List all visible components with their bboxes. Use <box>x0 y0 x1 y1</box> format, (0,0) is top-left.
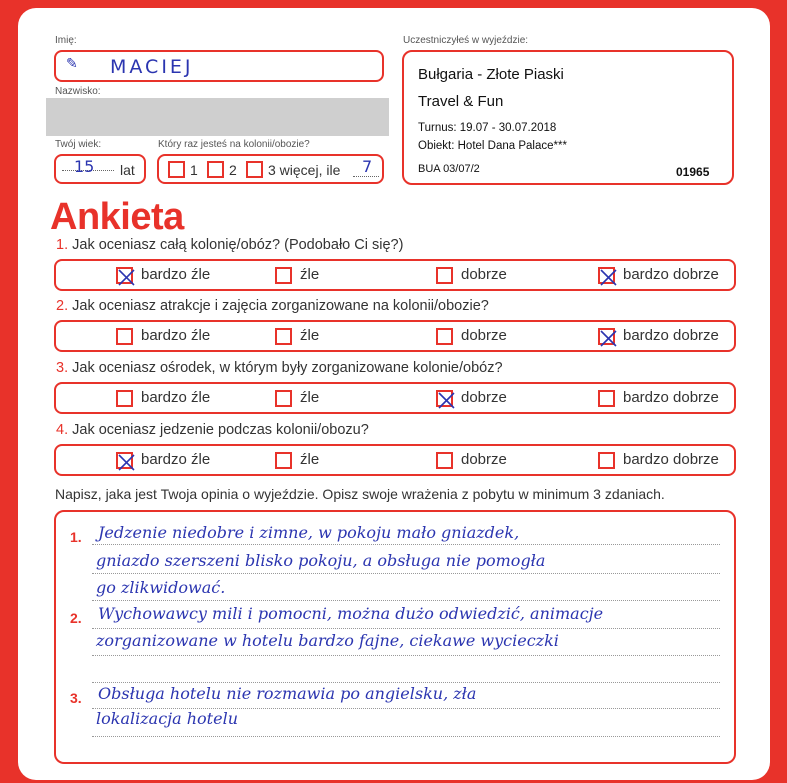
ruled-line <box>92 573 720 574</box>
question-4-options <box>54 444 736 476</box>
question-3-checkbox-1[interactable] <box>116 390 133 407</box>
question-2-options <box>54 320 736 352</box>
age-label: Twój wiek: <box>55 139 102 150</box>
trip-label: Uczestniczyłeś w wyjeździe: <box>403 35 529 46</box>
survey-title: Ankieta <box>50 196 184 238</box>
question-1-checkbox-1[interactable] <box>116 267 133 284</box>
handwritten-line: Jedzenie niedobre i zimne, w pokoju mało gniazdek, <box>98 523 520 542</box>
question-number: 2. <box>56 298 69 314</box>
name-value: MACIEJ <box>110 56 194 78</box>
name-label: Imię: <box>55 35 77 46</box>
handwritten-line: gniazdo szerszeni blisko pokoju, a obsługa nie pomogła <box>96 551 546 570</box>
times-option-1: 1 <box>190 162 198 178</box>
option-label: źle <box>300 389 320 406</box>
question-3-text <box>56 360 503 376</box>
question-3-checkbox-3[interactable] <box>436 390 453 407</box>
question-3-checkbox-4[interactable] <box>598 390 615 407</box>
name-field[interactable] <box>54 50 384 82</box>
age-field[interactable] <box>54 154 146 184</box>
question-4-checkbox-2[interactable] <box>275 452 292 469</box>
question-2-checkbox-1[interactable] <box>116 328 133 345</box>
handwritten-line: Wychowawcy mili i pomocni, można dużo odwiedzić, animacje <box>98 604 604 623</box>
question-1-text <box>56 237 403 253</box>
opinion-number: 2. <box>70 610 82 626</box>
handwritten-line: lokalizacja hotelu <box>96 709 238 728</box>
question-label: Jak oceniasz całą kolonię/obóz? (Podobało Ci się?) <box>72 237 404 253</box>
option-label: bardzo dobrze <box>623 266 719 283</box>
ruled-line <box>92 628 720 629</box>
times-label: Który raz jesteś na kolonii/obozie? <box>158 139 310 150</box>
option-label: dobrze <box>461 389 507 406</box>
trip-box <box>402 50 734 185</box>
trip-obiekt: Obiekt: Hotel Dana Palace*** <box>418 140 567 152</box>
question-2-checkbox-3[interactable] <box>436 328 453 345</box>
scribble-mark: ✎ <box>66 56 78 72</box>
question-1-checkbox-3[interactable] <box>436 267 453 284</box>
question-label: Jak oceniasz ośrodek, w którym były zorganizowane kolonie/obóz? <box>72 360 503 376</box>
question-label: Jak oceniasz atrakcje i zajęcia zorganizowane na kolonii/obozie? <box>72 298 489 314</box>
times-checkbox-3[interactable] <box>246 161 263 178</box>
check-mark-icon <box>116 452 137 473</box>
ruled-line <box>92 600 720 601</box>
option-label: źle <box>300 327 320 344</box>
check-mark-icon <box>436 390 457 411</box>
trip-destination: Bułgaria - Złote Piaski <box>418 66 564 83</box>
question-number: 1. <box>56 237 69 253</box>
trip-code: BUA 03/07/2 <box>418 163 480 175</box>
trip-turnus: Turnus: 19.07 - 30.07.2018 <box>418 122 557 134</box>
option-label: bardzo dobrze <box>623 389 719 406</box>
age-value: 15 <box>74 157 95 176</box>
question-2-text <box>56 298 489 314</box>
surname-redacted <box>46 98 389 136</box>
trip-number: 01965 <box>676 165 710 179</box>
question-1-checkbox-2[interactable] <box>275 267 292 284</box>
handwritten-line: Obsługa hotelu nie rozmawia po angielsku, zła <box>98 684 477 703</box>
ruled-line <box>92 655 720 656</box>
question-1-checkbox-4[interactable] <box>598 267 615 284</box>
check-mark-icon <box>598 328 619 349</box>
option-label: źle <box>300 266 320 283</box>
option-label: bardzo źle <box>141 327 211 344</box>
handwritten-line: zorganizowane w hotelu bardzo fajne, ciekawe wycieczki <box>96 631 559 650</box>
question-1-options <box>54 259 736 291</box>
option-label: bardzo źle <box>141 451 211 468</box>
question-number: 3. <box>56 360 69 376</box>
question-4-checkbox-4[interactable] <box>598 452 615 469</box>
surname-label: Nazwisko: <box>55 86 101 97</box>
times-field <box>157 154 384 184</box>
option-label: dobrze <box>461 266 507 283</box>
question-2-checkbox-4[interactable] <box>598 328 615 345</box>
question-3-options <box>54 382 736 414</box>
option-label: bardzo dobrze <box>623 451 719 468</box>
ruled-line <box>92 682 720 683</box>
option-label: bardzo źle <box>141 266 211 283</box>
option-label: źle <box>300 451 320 468</box>
opinion-prompt: Napisz, jaka jest Twoja opinia o wyjeździe. Opisz swoje wrażenia z pobytu w minimum 3 zdaniach. <box>55 486 665 502</box>
times-value: 7 <box>362 157 373 176</box>
times-option-2: 2 <box>229 162 237 178</box>
opinion-number: 1. <box>70 529 82 545</box>
ruled-line <box>92 736 720 737</box>
trip-organizer: Travel & Fun <box>418 93 504 110</box>
handwritten-line: go zlikwidować. <box>96 578 226 597</box>
question-4-checkbox-1[interactable] <box>116 452 133 469</box>
option-label: dobrze <box>461 327 507 344</box>
question-4-text <box>56 422 369 438</box>
opinion-number: 3. <box>70 690 82 706</box>
check-mark-icon <box>598 267 619 288</box>
age-unit: lat <box>120 162 135 178</box>
question-2-checkbox-2[interactable] <box>275 328 292 345</box>
option-label: bardzo dobrze <box>623 327 719 344</box>
times-checkbox-2[interactable] <box>207 161 224 178</box>
question-number: 4. <box>56 422 69 438</box>
times-checkbox-1[interactable] <box>168 161 185 178</box>
question-label: Jak oceniasz jedzenie podczas kolonii/obozu? <box>72 422 369 438</box>
check-mark-icon <box>116 267 137 288</box>
times-option-3: 3 więcej, ile <box>268 162 341 178</box>
option-label: dobrze <box>461 451 507 468</box>
question-4-checkbox-3[interactable] <box>436 452 453 469</box>
option-label: bardzo źle <box>141 389 211 406</box>
question-3-checkbox-2[interactable] <box>275 390 292 407</box>
survey-sheet <box>18 8 770 780</box>
ruled-line <box>92 544 720 545</box>
